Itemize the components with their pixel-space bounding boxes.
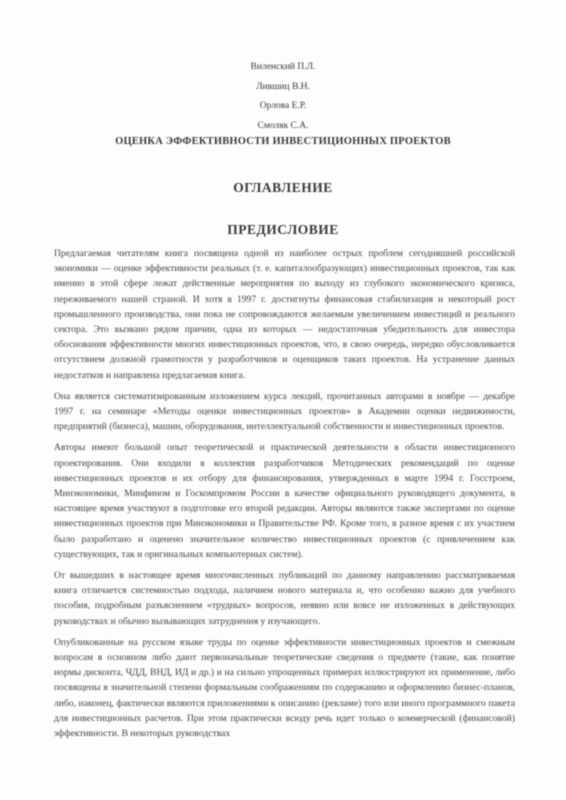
document-title: ОЦЕНКА ЭФФЕКТИВНОСТИ ИНВЕСТИЦИОННЫХ ПРОЕКТОВ (115, 136, 451, 147)
toc-heading: ОГЛАВЛЕНИЕ (233, 180, 333, 195)
paragraph: Она является систематизированным изложением курса лекций, прочитанных авторами в ноябре — декабре 1997 г. на семинаре «Методы оценки инвестиционных проектов» в Академии оценки недвижимости, предприятий (бизнеса), машин, оборудования, интеллектуальной собственности и инвестиционных проектов. (54, 390, 515, 433)
author-name: Виленский П.Л. (250, 62, 316, 72)
preface-heading: ПРЕДИСЛОВИЕ (227, 222, 339, 237)
paragraph: От вышедших в настоящее время многочисленных публикаций по данному направлению рассматриваемая книга отличается системностью подхода, наличием нового материала и, что особенно важно для учебного пособия, подробным разъяснением «трудных» вопросов, неявно или вовсе не изложенных в действующих руководствах и обычно вызывающих затруднения у изучающего. (54, 570, 515, 627)
paragraph: Предлагаемая читателям книга посвящена одной из наиболее острых проблем сегодняшней российской экономики — оценке эффективности реальных (т. е. капиталообразующих) инвестиционных проектов, так как именно в этой сфере лежат действенные мероприятия по выходу из глубокого экономического кризиса, переживаемого нашей страной. И хотя в 1997 г. достигнуты финансовая стабилизация и некоторый рост промышленного производства, они пока не сопровождаются желаемым увеличением инвестиций и реального сектора. Это вызвано рядом причин, одна из которых — недостаточная убедительность для инвестора обоснования эффективности многих инвестиционных проектов, что, в свою очередь, нередко обусловливается отсутствием должной грамотности у разработчиков и оценщиков таких проектов. На устранение данных недостатков и направлена предлагаемая книга. (54, 248, 515, 381)
paragraph: Опубликованные на русском языке труды по оценке эффективности инвестиционных проектов и смежным вопросам в основном либо дают первоначальные теоретические сведения о предмете (такие, как понятие нормы дисконта, ЧДД, ВНД, ИД и др.) и на сильно упрощенных примерах иллюстрируют их применение, либо посвящены в значительной степени формальным соображениям по содержанию и оформлению бизнес-планов, либо, наконец, фактически являются приложениями к описанию (рекламе) того или иного программного пакета для инвестиционных расчетов. При этом практически всюду речь идет только о коммерческой (финансовой) эффективности. В некоторых руководствах (54, 636, 515, 740)
paragraph: Авторы имеют большой опыт теоретической и практической деятельности в области инвестиционного проектирования. Они входили в коллектив разработчиков Методических рекомендаций по оценке инвестиционных проектов и их отбору для финансирования, утвержденных в марте 1994 г. Госстроем, Минэкономики, Минфином и Госкомпромом России в качестве официального руководящего документа, в настоящее время участвуют в подготовке его второй редакции. Авторы являются также экспертами по оценке инвестиционных проектов при Минэкономики и Правительстве РФ. Кроме того, в разное время с их участием было разработано и оценено значительное количество инвестиционных проектов (с привлечением как существующих, так и оригинальных компьютерных систем). (54, 442, 515, 560)
author-list (0, 58, 566, 136)
author-name: Лившиц В.Н. (256, 81, 310, 92)
preface-body (54, 246, 515, 747)
author-name: Смоляк С.А. (257, 120, 309, 131)
author-name: Орлова Е.Р. (259, 101, 307, 111)
